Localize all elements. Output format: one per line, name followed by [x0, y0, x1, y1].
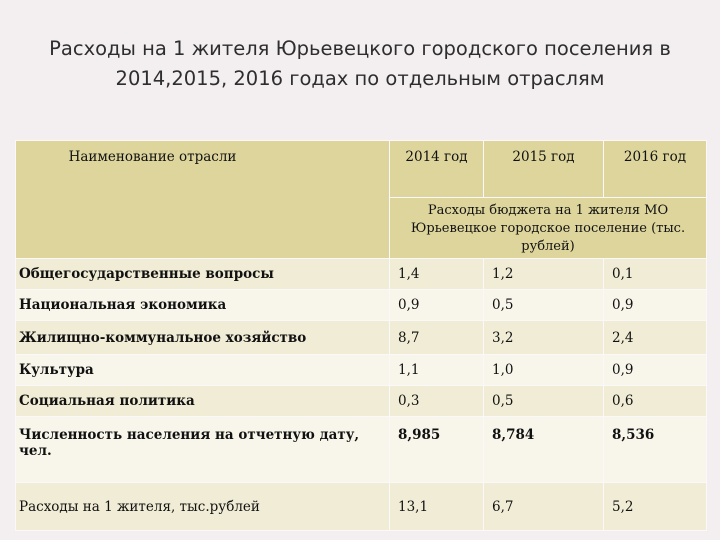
table-row: [16, 386, 707, 417]
cell-2015: 0,5: [484, 386, 604, 417]
row-name: Культура: [16, 355, 390, 386]
table-row: [16, 259, 707, 290]
table-row: [16, 290, 707, 321]
header-industry-name: Наименование отрасли: [16, 141, 390, 259]
cell-2015: 8,784: [484, 417, 604, 483]
table-row: [16, 417, 707, 483]
cell-2015: 3,2: [484, 321, 604, 355]
cell-2016: 0,1: [604, 259, 707, 290]
cell-2015: 1,2: [484, 259, 604, 290]
header-expenses-note: Расходы бюджета на 1 жителя МО Юрьевецкое городское поселение (тыс. рублей): [390, 198, 707, 259]
header-year-2015: 2015 год: [484, 141, 604, 198]
cell-2016: 0,9: [604, 290, 707, 321]
cell-2014: 1,1: [390, 355, 484, 386]
title-line-2: 2014,2015, 2016 годах по отдельным отраслям: [115, 67, 605, 90]
page-title: [20, 34, 700, 94]
cell-2014: 1,4: [390, 259, 484, 290]
row-name: Расходы на 1 жителя, тыс.рублей: [16, 483, 390, 531]
cell-2016: 0,6: [604, 386, 707, 417]
table-row: [16, 483, 707, 531]
cell-2014: 13,1: [390, 483, 484, 531]
cell-2015: 0,5: [484, 290, 604, 321]
cell-2015: 1,0: [484, 355, 604, 386]
table-row: [16, 321, 707, 355]
header-year-2014: 2014 год: [390, 141, 484, 198]
cell-2014: 0,3: [390, 386, 484, 417]
row-name: Численность населения на отчетную дату, чел.: [16, 417, 390, 483]
row-name: Жилищно-коммунальное хозяйство: [16, 321, 390, 355]
table-header-row: [16, 141, 707, 198]
expenses-table: [15, 140, 707, 531]
cell-2014: 8,7: [390, 321, 484, 355]
cell-2016: 0,9: [604, 355, 707, 386]
cell-2016: 5,2: [604, 483, 707, 531]
cell-2014: 8,985: [390, 417, 484, 483]
cell-2015: 6,7: [484, 483, 604, 531]
row-name: Общегосударственные вопросы: [16, 259, 390, 290]
cell-2016: 2,4: [604, 321, 707, 355]
cell-2016: 8,536: [604, 417, 707, 483]
row-name: Социальная политика: [16, 386, 390, 417]
title-line-1: Расходы на 1 жителя Юрьевецкого городского поселения в: [49, 37, 671, 60]
cell-2014: 0,9: [390, 290, 484, 321]
table-row: [16, 355, 707, 386]
header-year-2016: 2016 год: [604, 141, 707, 198]
row-name: Национальная экономика: [16, 290, 390, 321]
